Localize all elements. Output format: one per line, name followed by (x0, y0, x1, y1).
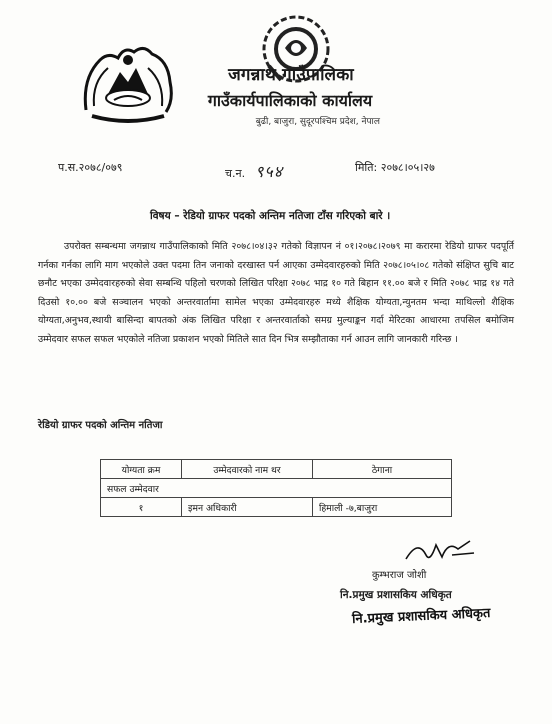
result-table (100, 459, 452, 517)
official-stamp: नि.प्रमुख प्रशासकिय अधिकृत (351, 605, 491, 628)
cn-label: च.न. (225, 167, 246, 180)
cn-number: ९५४ (255, 162, 284, 181)
table-group-row (101, 479, 452, 498)
municipality-name: जगन्नाथ गाउँपालिका (228, 65, 354, 85)
subject-label: विषय – (150, 210, 180, 222)
table-header-row (101, 460, 452, 479)
header-rank: योग्यता क्रम (101, 460, 182, 479)
cell-name: इमन अधिकारी (182, 498, 313, 517)
body-paragraph: उपरोक्त सम्बन्धमा जगन्नाथ गाउँपालिकाको मिति २०७८।०४।३२ गतेको विज्ञापन नं ०१।२०७८।२०७९ मा करारमा रेडियो ग्राफर पदपूर्ति गर्नका गर्नका लागि माग भएकोले उक्त पदमा तिन जनाको दरखास्त पर्न आएका उम्मेदवारहरुको मिति २०७८।०५।०८ गतेको संक्षिप्त सुचि बाट छनौट भएका उम्मेदवारहरुको सेवा सम्बन्धि पहिलो चरणको लिखित परिक्षा २०७८ भाद्र १० गते बिहान ११.०० बजे र मिति २०७८ भाद्र १४ गते दिउसो १०.०० बजे सञ्चालन भएको अन्तरवार्तामा सामेल भएका उम्मेदवारहरु मध्ये शैक्षिक योग्यता,न्युनतम भन्दा माथिल्लो शैक्षिक योग्यता,अनुभव,स्थायी बासिन्दा बापतको अंक लिखित परिक्षा र अन्तरवार्ताको समग्र मुल्याङ्कन गर्दा मेरिटका आधारमा तपसिल बमोजिम उम्मेदवार सफल सफल भएकोले नतिजा प्रकाशन भएको मितिले सात दिन भित्र सम्झौताका गर्न आउन लागि जानकारी गरिन्छ । (38, 241, 514, 345)
signatory-name: कुम्भराज जोशी (372, 570, 427, 581)
nepal-emblem-icon (78, 38, 178, 128)
signature-scribble-icon (400, 535, 480, 565)
group-label: सफल उम्मेदवार (101, 479, 452, 498)
table-row (101, 498, 452, 517)
header-address: ठेगाना (313, 460, 452, 479)
letter-date: मिति: २०७८।०५।२७ (355, 161, 435, 174)
cell-address: हिमाली -७,बाजुरा (313, 498, 452, 517)
subject-line (150, 209, 480, 223)
office-address: बुढी, बाजुरा, सुदूरपश्चिम प्रदेश, नेपाल (255, 117, 380, 127)
ps-number: प.स.२०७८/०७९ (58, 161, 123, 174)
signatory-role: नि.प्रमुख प्रशासकिय अधिकृत (340, 589, 452, 601)
result-heading: रेडियो ग्राफर पदको अन्तिम नतिजा (38, 420, 163, 431)
subject-text: रेडियो ग्राफर पदको अन्तिम नतिजा टाँस गरिएको बारे । (183, 210, 391, 222)
cell-rank: १ (101, 498, 182, 517)
office-name: गाउँकार्यपालिकाको कार्यालय (207, 91, 373, 110)
header-name: उम्मेदवारको नाम थर (182, 460, 313, 479)
cn-field (225, 160, 283, 182)
